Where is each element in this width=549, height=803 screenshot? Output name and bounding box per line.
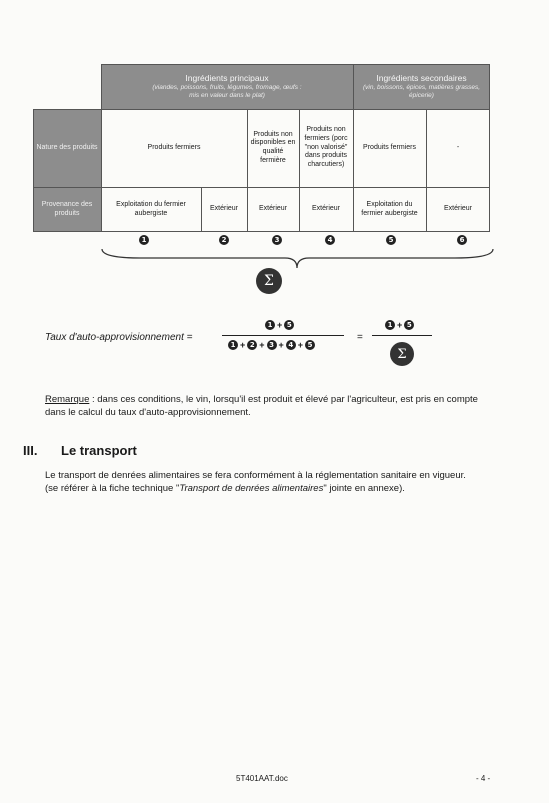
plus-sign: +	[278, 340, 284, 350]
transport-line-1: Le transport de denrées alimentaires se fera conformément à la réglementation sanitaire en vigueur.	[45, 470, 466, 481]
circled-number-1: 1	[139, 235, 149, 245]
header-main-cell	[101, 64, 353, 109]
footer-page-number: - 4 -	[476, 774, 491, 783]
circled-number-5: 5	[305, 340, 315, 350]
sigma-icon: Σ	[390, 342, 414, 366]
header-secondary-subtitle: (vin, boissons, épices, matières grasses, épicerie)	[362, 83, 481, 99]
formula-label: Taux d'auto-approvisionnement =	[45, 332, 193, 343]
ingredients-table	[33, 64, 490, 232]
row-label-nature: Nature des produits	[33, 109, 101, 187]
provenance-cell-6: Extérieur	[443, 205, 472, 213]
remarque-paragraph	[45, 393, 500, 419]
provenance-cell-4: Extérieur	[311, 205, 340, 213]
nature-cell-4: Produits non fermiers (porc "non valorisé" dans produits charcutiers)	[304, 126, 348, 169]
circled-number-5: 5	[284, 320, 294, 330]
header-main-title: Ingrédients principaux	[185, 73, 269, 84]
transport-paragraph	[45, 469, 505, 495]
provenance-cell-2: Extérieur	[209, 205, 238, 213]
equals-sign: =	[357, 332, 363, 343]
table-border	[299, 109, 300, 232]
row-label-provenance: Provenance des produits	[33, 187, 101, 232]
plus-sign: +	[397, 320, 403, 330]
circled-number-2: 2	[247, 340, 257, 350]
nature-cell-6: -	[456, 143, 460, 151]
header-secondary-cell	[353, 64, 490, 109]
header-main-subtitle: (viandes, poissons, fruits, légumes, fromage, œufs : mis en valeur dans le plat)	[152, 83, 302, 99]
provenance-cell-1: Exploitation du fermier aubergiste	[116, 200, 186, 217]
fraction-bar	[222, 335, 344, 336]
circled-number-5: 5	[386, 235, 396, 245]
nature-cell-1: Produits fermiers	[147, 143, 201, 151]
header-secondary-title: Ingrédients secondaires	[376, 73, 467, 84]
nature-cell-3: Produits non disponibles en qualité fermière	[250, 130, 296, 164]
sigma-icon: Σ	[256, 268, 282, 294]
provenance-cell-3: Extérieur	[258, 205, 287, 213]
formula-numerator	[265, 320, 294, 330]
circled-number-4: 4	[286, 340, 296, 350]
provenance-cell-5: Exploitation du fermier aubergiste	[361, 200, 418, 217]
plus-sign: +	[240, 340, 246, 350]
table-border	[247, 109, 248, 232]
circled-number-6: 6	[457, 235, 467, 245]
nature-cell-5: Produits fermiers	[363, 143, 416, 151]
circled-number-3: 3	[267, 340, 277, 350]
curly-brace	[100, 247, 495, 271]
circled-number-1: 1	[265, 320, 275, 330]
plus-sign: +	[297, 340, 304, 350]
circled-number-1: 1	[228, 340, 238, 350]
formula-numerator-2	[385, 320, 414, 330]
circled-number-3: 3	[272, 235, 282, 245]
table-border	[101, 64, 102, 232]
table-border-right	[489, 64, 490, 232]
transport-line-2-suffix: " jointe en annexe).	[323, 483, 405, 494]
circled-number-1: 1	[385, 320, 395, 330]
circled-number-4: 4	[325, 235, 335, 245]
section-title: Le transport	[61, 443, 137, 458]
plus-sign: +	[259, 340, 265, 350]
circled-number-5: 5	[404, 320, 414, 330]
remarque-text: : dans ces conditions, le vin, lorsqu'il est produit et élevé par l'agriculteur, est pris en compte dans le calcul du taux d'auto-approvisionnement.	[45, 394, 478, 418]
formula-denominator	[228, 340, 315, 350]
table-border	[201, 187, 202, 232]
transport-line-2-title: Transport de denrées alimentaires	[179, 483, 324, 494]
remarque-label: Remarque	[45, 394, 90, 405]
transport-line-2	[45, 482, 505, 495]
table-border-left	[33, 109, 34, 232]
section-number: III.	[23, 443, 38, 458]
fraction-bar-2	[372, 335, 432, 336]
transport-line-2-prefix: (se référer à la fiche technique "	[45, 483, 180, 494]
table-border	[426, 109, 427, 232]
table-border-top	[101, 64, 490, 65]
footer-filename: 5T401AAT.doc	[236, 774, 288, 783]
table-border	[353, 64, 354, 232]
plus-sign: +	[277, 320, 283, 330]
circled-number-2: 2	[219, 235, 229, 245]
